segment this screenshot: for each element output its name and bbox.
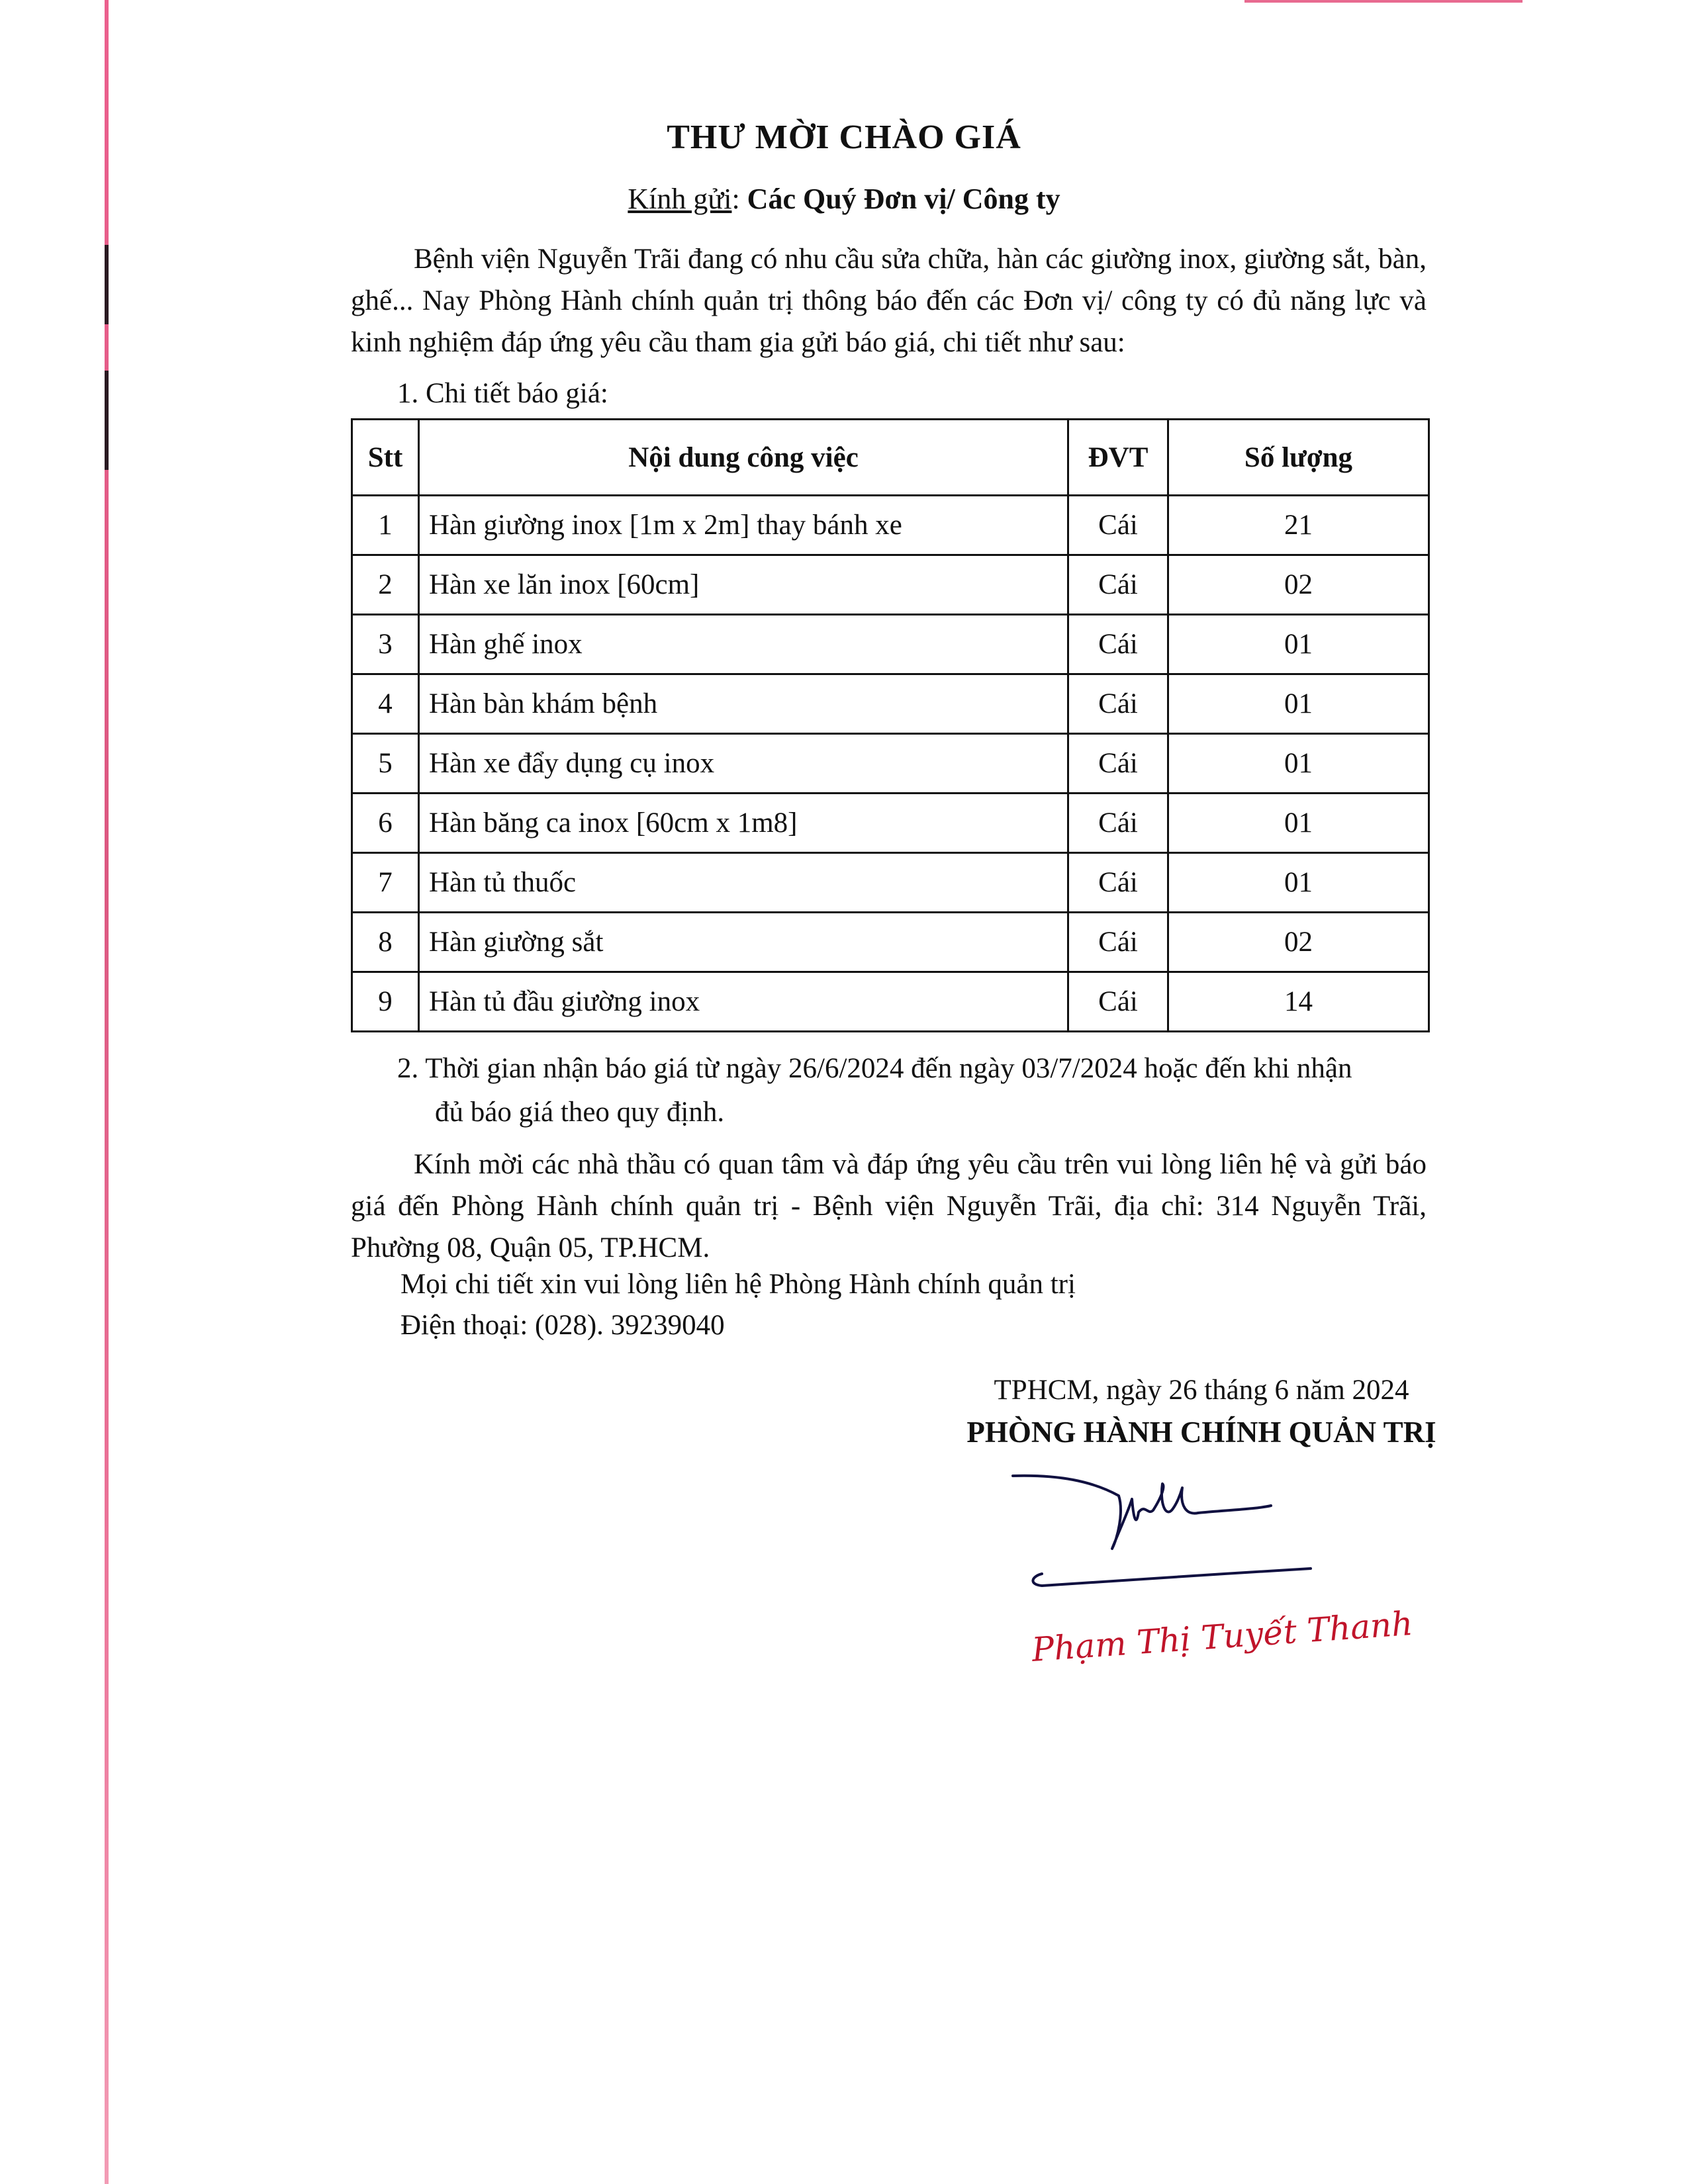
section-2	[397, 1047, 1430, 1134]
cell-task: Hàn giường sắt	[419, 913, 1068, 972]
cell-stt: 4	[352, 674, 419, 734]
cell-quantity: 01	[1168, 853, 1429, 913]
invitation-paragraph: Kính mời các nhà thầu có quan tâm và đáp ứng yêu cầu trên vui lòng liên hệ và gửi báo giá đến Phòng Hành chính quản trị - Bệnh viện Nguyễn Trãi, địa chỉ: 314 Nguyễn Trãi, Phường 08, Quận 05, TP.HCM.	[351, 1149, 1427, 1263]
signature-scribble-icon	[1013, 1476, 1311, 1586]
cell-stt: 8	[352, 913, 419, 972]
table-row	[352, 615, 1429, 674]
section-2-line-1: 2. Thời gian nhận báo giá từ ngày 26/6/2024 đến ngày 03/7/2024 hoặc đến khi nhận	[397, 1053, 1352, 1084]
section-2-line-2: đủ báo giá theo quy định.	[435, 1097, 725, 1128]
cell-stt: 2	[352, 555, 419, 615]
cell-quantity: 01	[1168, 615, 1429, 674]
cell-task: Hàn bàn khám bệnh	[419, 674, 1068, 734]
scan-edge-mark	[105, 371, 109, 470]
cell-unit: Cái	[1068, 734, 1168, 794]
cell-unit: Cái	[1068, 972, 1168, 1032]
cell-unit: Cái	[1068, 496, 1168, 555]
place-date: TPHCM, ngày 26 tháng 6 năm 2024	[994, 1375, 1409, 1406]
cell-task: Hàn băng ca inox [60cm x 1m8]	[419, 794, 1068, 853]
cell-unit: Cái	[1068, 913, 1168, 972]
table-row	[352, 674, 1429, 734]
cell-quantity: 02	[1168, 555, 1429, 615]
cell-stt: 1	[352, 496, 419, 555]
table-row	[352, 972, 1429, 1032]
signer-name: Phạm Thị Tuyết Thanh	[1030, 1604, 1415, 1669]
cell-task: Hàn xe lăn inox [60cm]	[419, 555, 1068, 615]
header-quantity: Số lượng	[1168, 420, 1429, 496]
salutation-label: Kính gửi	[628, 183, 732, 215]
cell-unit: Cái	[1068, 853, 1168, 913]
scan-edge-mark	[105, 245, 109, 324]
cell-task: Hàn ghế inox	[419, 615, 1068, 674]
cell-stt: 6	[352, 794, 419, 853]
header-stt: Stt	[352, 420, 419, 496]
salutation: Kính gửi: Các Quý Đơn vị/ Công ty	[628, 183, 1060, 215]
cell-unit: Cái	[1068, 555, 1168, 615]
department-name: PHÒNG HÀNH CHÍNH QUẢN TRỊ	[966, 1416, 1436, 1449]
cell-task: Hàn giường inox [1m x 2m] thay bánh xe	[419, 496, 1068, 555]
table-row	[352, 853, 1429, 913]
intro-paragraph: Bệnh viện Nguyễn Trãi đang có nhu cầu sửa chữa, hàn các giường inox, giường sắt, bàn, ghế... Nay Phòng Hành chính quản trị thông báo đến các Đơn vị/ công ty có đủ năng lực và kinh nghiệm đáp ứng yêu cầu tham gia gửi báo giá, chi tiết như sau:	[351, 244, 1427, 358]
header-task: Nội dung công việc	[419, 420, 1068, 496]
table-row	[352, 734, 1429, 794]
cell-quantity: 14	[1168, 972, 1429, 1032]
scan-top-mark	[1244, 0, 1523, 3]
cell-task: Hàn tủ đầu giường inox	[419, 972, 1068, 1032]
signature	[1006, 1449, 1415, 1701]
cell-task: Hàn xe đẩy dụng cụ inox	[419, 734, 1068, 794]
cell-unit: Cái	[1068, 674, 1168, 734]
cell-stt: 3	[352, 615, 419, 674]
cell-stt: 9	[352, 972, 419, 1032]
cell-stt: 5	[352, 734, 419, 794]
table-row	[352, 496, 1429, 555]
cell-quantity: 01	[1168, 674, 1429, 734]
header-unit: ĐVT	[1068, 420, 1168, 496]
cell-quantity: 02	[1168, 913, 1429, 972]
salutation-recipient: Các Quý Đơn vị/ Công ty	[747, 183, 1060, 215]
cell-task: Hàn tủ thuốc	[419, 853, 1068, 913]
section-1-heading: 1. Chi tiết báo giá:	[397, 378, 608, 409]
cell-unit: Cái	[1068, 615, 1168, 674]
cell-quantity: 21	[1168, 496, 1429, 555]
contact-line: Mọi chi tiết xin vui lòng liên hệ Phòng Hành chính quản trị	[400, 1269, 1076, 1300]
table-row	[352, 794, 1429, 853]
cell-quantity: 01	[1168, 794, 1429, 853]
phone-line: Điện thoại: (028). 39239040	[400, 1310, 725, 1341]
cell-stt: 7	[352, 853, 419, 913]
document-title: THƯ MỜI CHÀO GIÁ	[667, 118, 1021, 156]
cell-unit: Cái	[1068, 794, 1168, 853]
table-row	[352, 555, 1429, 615]
table-row	[352, 913, 1429, 972]
table-header-row	[352, 420, 1429, 496]
cell-quantity: 01	[1168, 734, 1429, 794]
scan-edge-stripe	[105, 0, 109, 2184]
quote-items-table	[351, 418, 1430, 1032]
